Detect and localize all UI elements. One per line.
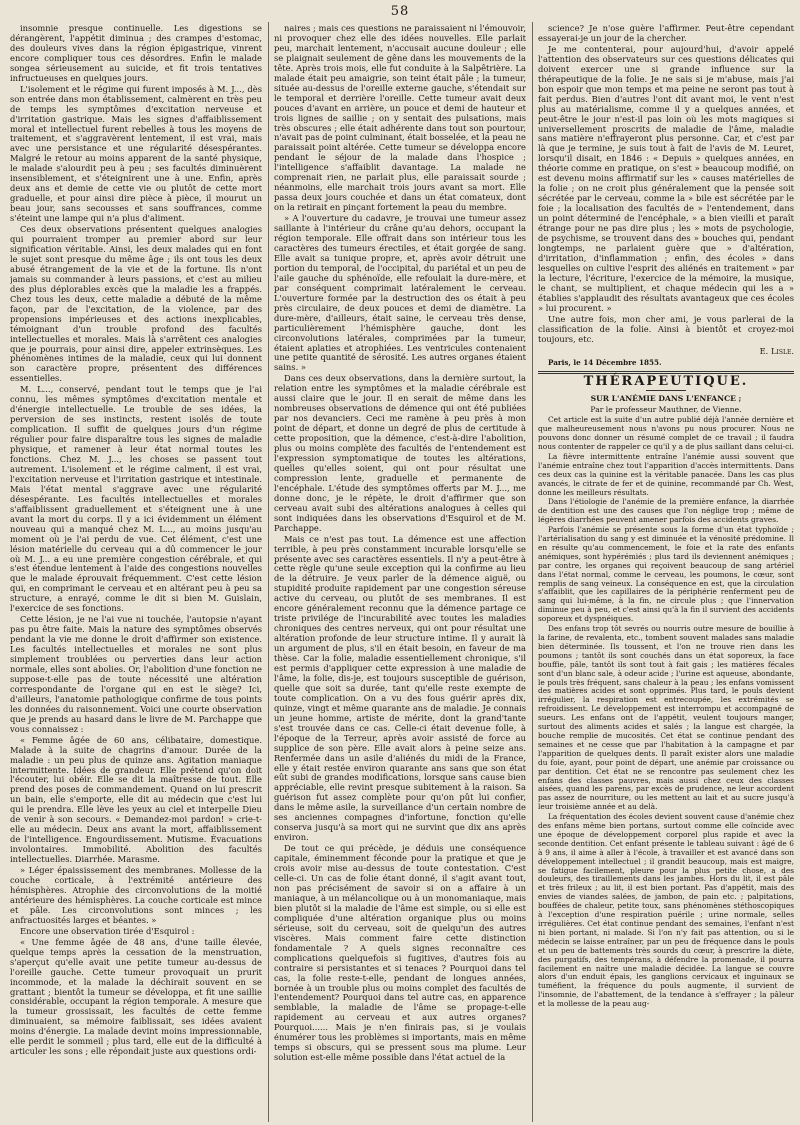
paragraph: Des enfans trop tôt sevrés ou nourris outre mesure de bouillie à la farine, de revalenta, etc., tombent souvent malades sans maladie bien déterminée. Ils toussent, et l'on ne trouve rien dans les poumons ; tantôt ils sont couchés dans un état soporeux, la face bouffie, pâle, tantôt ils sont tout à fait gais ; les matières fécales sont d'un blanc sale, à odeur acide ; l'urine est aqueuse, abondante, le pouls très fréquent, sans chaleur à la peau ; les enfans vomissent des matières acides et sont opprimés. Plus tard, le pouls devient irrégulier, la respiration est entrecoupée, les extrémités se refroidissent. Le développement est interrompu et accompagné de sueurs. Les enfans ont de l'appétit, veulent toujours manger, surtout des aliments acides et salés ; la langue est chargée, la bouche remplie de mucosités. Cet état se continue pendant des semaines et ne cesse que par l'habitation à la campagne et par l'apparition de quelques dents. Il paraît exister alors une maladie du foie, ayant, pour point de départ, une anémie par croissance ou par dentition. Cet état ne se rencontre pas seulement chez les enfans des classes pauvres, mais aussi chez ceux des classes aisées, quand les parens, par excès de prudence, ne leur accordent pas assez de nourriture, ou les mettent au lait et au sucre jusqu'à leur troisième année et au delà. (538, 624, 794, 812)
title-rule (646, 390, 686, 391)
paragraph: Parfois l'anémie se présente sous la forme d'un état typhoïde ; l'artérialisation du sang y est diminuée et la vénosité prédomine. Il en résulte qu'au commencement, le foie et la rate des enfants anémiques, sont hypérémiés ; plus tard ils deviennent anémiques ; par contre, les organes qui reçoivent beaucoup de sang artériel dans l'état normal, comme le cerveau, les poumons, le cœur, sont remplis de sang veineux. La conséquence en est, que la circulation s'affaiblit, que les capillaires de la périphérie renferment peu de sang qui lui-même, à la fin, ne circule plus ; que l'innervation diminue peu à peu, et c'est ainsi qu'à la fin il survient des accidents soporeux et dyspnéiques. (538, 525, 794, 624)
section-title: THÉRAPEUTIQUE. (583, 374, 749, 390)
page-number: 58 (390, 4, 410, 19)
paragraph: » Léger épaississement des membranes. Mollesse de la couche corticale, à l'extrémité antérieure des hémisphères. Atrophie des circonvolutions de la moitié antérieure des hémisphères. La couche corticale est mince et pâle. Les circonvolutions sont minces ; les anfractuosités larges et béantes. » (10, 865, 262, 925)
column-divider (532, 22, 533, 1122)
paragraph: science? Je n'ose guère l'affirmer. Peut-être cependant essayerai-je un jour de la chercher. (538, 24, 794, 43)
paragraph: Une autre fois, mon cher ami, je vous parlerai de la classification de la folie. Ainsi à bientôt et croyez-moi toujours, etc. (538, 313, 794, 344)
right-column (538, 24, 794, 1120)
paragraph: L'isolement et le régime qui furent imposés à M. J..., dès son entrée dans mon établissement, calmèrent en très peu de temps les symptômes d'excitation nerveuse et d'irritation gastrique. Mais les signes d'affaiblissement moral et intellectuel furent rebelles à tous les moyens de traitement, et s'aggravèrent lentement, il est vrai, mais avec une persistance et une régularité désespérantes. Malgré le retour au moins apparent de la santé physique, le malade s'alourdit peu à peu ; ses facultés diminuèrent insensiblement, et s'éteignirent une à une. Enfin, après deux ans et demie de cette vie ou plutôt de cette mort graduelle, et pour ainsi dire pièce à pièce, il mourut un beau jour, sans secousses et sans souffrances, comme s'éteint une lampe qui n'a plus d'aliment. (10, 83, 262, 224)
paragraph: La fréquentation des écoles devient souvent cause d'anémie chez des enfans même bien portans, surtout comme elle coïncide avec une époque de développement corporel plus rapide et avec la seconde dentition. Cet enfant présente le tableau suivant : âgé de 6 à 9 ans, il aime à aller à l'école, à travailler et est avancé dans son développement intellectuel ; il grandit beaucoup, mais est maigre, se fatigue facilement, pleure pour la plus petite chose, a des douleurs, des tiraillements dans les jambes. Hors du lit, il est pâle et très frileux ; au lit, il est bien portant. Pas d'appétit, mais des envies de viandes salées, de jambon, de pain etc. ; palpitations, bouffées de chaleur, petite toux, sans phénomènes stéthoscopiques à l'exception d'une respiration puérile ; urine normale, selles irrégulières. Cet état continue pendant des semaines, l'enfant n'est ni bien portant, ni malade. Si l'on n'y fait pas attention, ou si le médecin se laisse entraîner, par un peu de fréquence dans le pouls et un peu de battements très sourds du cœur, à prescrire la diète, des purgatifs, des tempérans, à défendre la promenade, il pourra facilement en naître une maladie décidée. La langue se couvre alors d'un enduit épais, les ganglions cervicaux et inguinaux se tuméfient, la fréquence du pouls augmente, il survient de l'insomnie, de l'abattement, de la tendance à s'effrayer ; la pâleur et la mollesse de la peau aug- (538, 812, 794, 1009)
paragraph: insomnie presque continuelle. Les digestions se dérangèrent, l'appétit diminua ; des crampes d'estomac, des douleurs vives dans la région épigastrique, vinrent encore compliquer tous ces désordres. Enfin le malade songea sérieusement au suicide, et fit trois tentatives infructueuses en quelques jours. (10, 24, 262, 83)
article-title: SUR L'ANÉMIE DANS L'ENFANCE ; (590, 394, 742, 404)
paragraph: naires ; mais ces questions ne paraissaient ni l'émouvoir, ni provoquer chez elle des idées nouvelles. Elle parlait peu, marchait lentement, n'accusait aucune douleur ; elle se plaignait seulement de gêne dans les mouvements de la tête. Après trois mois, elle fut conduite à la Salpêtrière. La malade était peu amaigrie, son teint était pâle ; la tumeur, située au-dessus de l'oreille externe gauche, s'étendait sur le temporal et derrière l'oreille. Cette tumeur avait deux pouces d'avant en arrière, un pouce et demi de hauteur et trois lignes de saillie ; on y sentait des pulsations, mais très obscures ; elle était adhérente dans tout son pourtour, n'avait pas de point culminant, était bosselée, et la peau ne paraissait point altérée. Cette tumeur se développa encore pendant le séjour de la malade dans l'hospice ; l'intelligence s'affaiblit davantage. La malade ne comprenait rien, ne parlait plus, elle paraissait sourde ; néanmoins, elle marchait trois jours avant sa mort. Elle passa deux jours couchée et dans un état comateux, dont on la retirait en pinçant fortement la peau du membre. (274, 24, 526, 213)
paragraph: « Femme âgée de 60 ans, célibataire, domestique. Malade à la suite de chagrins d'amour. Durée de la maladie : un peu plus de quinze ans. Agitation maniaque intermittente. Idées de grandeur. Elle prétend qu'on doit l'écouter, lui obéir. Elle se dit la maîtresse de tout. Elle prend des poses de commandement. Quand on lui prescrit un bain, elle s'emporte, elle dit au médecin que c'est lui qui le prendra. Elle lève les yeux au ciel et interpelle Dieu de venir à son secours. « Demandez-moi pardon! » crie-t-elle au médecin. Deux ans avant la mort, affaiblissement de l'intelligence. Engourdissement. Mutisme. Évacuations involontaires. Immobilité. Abolition des facultés intellectuelles. Diarrhée. Marasme. (10, 734, 262, 865)
paragraph: De tout ce qui précède, je déduis une conséquence capitale, éminemment féconde pour la pratique et que je crois avoir mise au-dessus de toute contestation. C'est celle-ci. Un cas de folie étant donné, il s'agit avant tout, non pas précisément de savoir si on a affaire à un maniaque, à un mélancolique ou à un monomaniaque, mais bien plutôt si la maladie de l'âme est simple, ou si elle est compliquée d'une altération organique plus ou moins sérieuse, soit du cerveau, soit de quelqu'un des autres viscères. Mais comment faire cette distinction fondamentale ? A quels signes reconnaître ces complications quelquefois si fugitives, d'autres fois au contraire si persistantes et si tenaces ? Pourquoi dans tel cas, la folie reste-t-elle, pendant de longues années, bornée à un trouble plus ou moins complet des facultés de l'entendement? Pourquoi dans tel autre cas, en apparence semblable, la maladie de l'âme se propage-t-elle rapidement au cerveau et aux autres organes? Pourquoi...... Mais je n'en finirais pas, si je voulais énumérer tous les problèmes si importants, mais en même temps si obscurs, qui se pressent sous ma plume. Leur solution est-elle même possible dans l'état actuel de la (274, 843, 526, 1063)
paragraph: » A l'ouverture du cadavre, je trouvai une tumeur assez saillante à l'intérieur du crâne qu'au dehors, occupant la région temporale. Elle offrait dans son intérieur tous les caractères des tumeurs érectiles, et était gorgée de sang. Elle avait sa tunique propre, et, après avoir détruit une portion du temporal, de l'occipital, du pariétal et un peu de l'aile gauche du sphénoïde, elle refoulait la dure-mère, et par conséquent comprimait latéralement le cerveau. L'ouverture formée par la destruction des os était à peu près circulaire, de deux pouces et demi de diamètre. La dure-mère, d'ailleurs, était saine, le cerveau très dense, particulièrement l'hémisphère gauche, dont les circonvolutions latérales, comprimées par la tumeur, étaient aplaties et atrophiées. Les ventricules contenaient une petite quantité de sérosité. Les autres organes étaient sains. » (274, 213, 526, 373)
left-column (10, 24, 262, 1120)
middle-column (274, 24, 526, 1120)
paragraph: Cet article est la suite d'un autre publié déjà l'année dernière et que malheureusement nous n'avons pu nous procurer. Nous ne pouvons donc donner un résumé complet de ce travail ; il faudra nous contenter de rappeler ce qu'il y a de plus saillant dans celui-ci. (538, 415, 794, 451)
paragraph: La fièvre intermittente entraîne l'anémie aussi souvent que l'anémie entraîne chez tout l'apparition d'accès intermittents. Dans ces deux cas la quinine est la véritable panacée. Dans les cas plus avancés, le citrate de fer et de quinine, recommandé par Ch. West, donne les meilleurs résultats. (538, 451, 794, 497)
paragraph: M. L..., conservé, pendant tout le temps que je l'ai connu, les mêmes symptômes d'excitation mentale et d'énergie intellectuelle. Le trouble de ses idées, la perversion de ses instincts, restent isolés de toute complication. Il suffit de quelques jours d'un régime régulier pour faire disparaître tous les signes de maladie physique, et ramener à leur état normal toutes les fonctions. Chez M. J..., les choses se passent tout autrement. L'isolement et le régime calment, il est vrai, l'excitation nerveuse et l'irritation gastrique et intestinale. Mais l'état mental s'aggrave avec une régularité désespérante. Les facultés intellectuelles et morales s'affaiblissent graduellement et s'éteignent une à une avant la mort du corps. Il y a ici évidemment un élément nouveau qui a manqué chez M. L..., au moins jusqu'au moment où je l'ai perdu de vue. Cet élément, c'est une lésion matérielle du cerveau qui a dû commencer le jour où M. J... a eu une première congestion cérébrale, et qui s'est étendue lentement à l'aide des congestions nouvelles que le malade éprouvait fréquemment. C'est cette lésion qui, en comprimant le cerveau et en altérant peu à peu sa structure, a enrayé, comme le dit si bien M. Guislain, l'exercice de ses fonctions. (10, 384, 262, 614)
article-byline: Par le professeur Mauthner, de Vienne. (590, 405, 742, 415)
paragraph: Mais ce n'est pas tout. La démence est une affection terrible, à peu près constamment incurable lorsqu'elle se présente avec ses caractères essentiels. Il n'y a peut-être à cette règle qu'une seule exception qui la confirme au lieu de la détruire. Je veux parler de la démence aiguë, ou stupidité produite rapidement par une congestion séreuse active du cerveau, ou plutôt de ses membranes. Il est encore généralement reconnu que la démence partage ce triste privilége de l'incurabilité avec toutes les maladies chroniques des centres nerveux, qui ont pour résultat une altération profonde de leur structure intime. Il y aurait là un argument de plus, s'il en était besoin, en faveur de ma thèse. Car la folie, maladie essentiellement chronique, s'il est permis d'appliquer cette expression à une maladie de l'âme, la folie, dis-je, est toujours susceptible de guérison, quelle que soit sa durée, tant qu'elle reste exempte de toute complication. On a vu des fous guérir après dix, quinze, vingt et même quarante ans de maladie. Je connais un jeune homme, artiste de mérite, dont la grand'tante s'est trouvée dans ce cas. Celle-ci était devenue folle, à l'époque de la Terreur, après avoir assisté de force au supplice de son père. Elle avait alors à peine seize ans. Renfermée dans un asile d'aliénés du midi de la France, elle y était restée environ quarante ans sans que son état eût subi de grandes modifications, lorsque sans cause bien appréciable, elle revint presque subitement à la raison. Sa guérison fut assez complète pour qu'on pût lui confier, dans le même asile, la surveillance d'un certain nombre de ses anciennes compagnes d'infortune, fonction qu'elle conserva jusqu'à sa mort qui ne survint que dix ans après environ. (274, 533, 526, 843)
dateline: Paris, le 14 Décembre 1855. (548, 358, 662, 368)
paragraph: Cette lésion, je ne l'ai vue ni touchée, l'autopsie n'ayant pas pu être faite. Mais la nature des symptômes observés pendant la vie me donne le droit d'affirmer son existence. Les facultés intellectuelles et morales ne sont plus simplement troublées ou perverties dans leur action normale, elles sont abolies. Or, l'abolition d'une fonction ne suppose-t-elle pas de toute nécessité une altération correspondante de l'organe qui en est le siège? Ici, d'ailleurs, l'anatomie pathologique confirme de tous points les données du raisonnement. Voici une courte observation que je prends au hasard dans le livre de M. Parchappe que vous connaissez : (10, 614, 262, 734)
paragraph: Dans ces deux observations, dans la dernière surtout, la relation entre les symptômes et la maladie cérébrale est aussi claire que le jour. Il en serait de même dans les nombreuses observations de démence qui ont été publiées par nos devanciers. Ceci me ramène à peu près à mon point de départ, et donne un degré de plus de certitude à cette proposition, que la démence, c'est-à-dire l'abolition, plus ou moins complète des facultés de l'entendement est l'expression symptomatique de toutes les altérations, quelles qu'elles soient, qui ont pour résultat une compression lente, graduelle et permanente de l'encéphale. L'étude des symptômes offerts par M. J..., me donne donc, je le répète, le droit d'affirmer que son cerveau avait subi des altérations analogues à celles qui sont indiquées dans les observations d'Esquirol et de M. Parchappe. (274, 373, 526, 533)
column-divider (268, 22, 269, 1122)
paragraph: Je me contenterai, pour aujourd'hui, d'avoir appelé l'attention des observateurs sur ces questions délicates qui doivent exercer une si grande influence sur la thérapeutique de la folie. Je ne sais si je m'abuse, mais j'ai bon espoir que mon temps et ma peine ne seront pas tout à fait perdus. Bien d'autres l'ont dit avant moi, le vent n'est plus au matérialisme, comme il y a quelques années, et peut-être le jour n'est-il pas loin où les mots magiques si universellement proscrits de maladie de l'âme, maladie sans matière n'effrayeront plus personne. Car, et c'est par là que je termine, je suis tout à fait de l'avis de M. Leuret, lorsqu'il disait, en 1846 : « Depuis » quelques années, en théorie comme en pratique, on s'est » beaucoup modifié, on est devenu moins affirmatif sur les » causes matérielles de la folie ; on ne croit plus généralement que la pensée soit sécrétée par le cerveau, comme la » bile est sécrétée par le foie ; la localisation des facultés de » l'entendement, dans un point déterminé de l'encéphale, » a bien vieilli et paraît étrange pour ne pas dire plus ; les » mots de psychologie, de psychisme, se trouvent dans des » bouches qui, pendant longtemps, ne parlaient guère que » d'altération, d'irritation, d'inflammation ; enfin, des écoles » dans lesquelles on cultive l'esprit des aliénés en traitement » par la lecture, l'écriture, l'exercice de la mémoire, la musique, le chant, se multiplient, et chaque médecin qui les a » établies s'applaudit des résultats avantageux que ces écoles » lui procurent. » (538, 43, 794, 313)
paragraph: Ces deux observations présentent quelques analogies qui pourraient tromper au premier abord sur leur signification véritable. Ainsi, les deux malades qui en font le sujet sont presque du même âge ; ils ont tous les deux abusé étrangement de la vie et de la fortune. Ils n'ont jamais su commander à leurs passions, et c'est au milieu des plus déplorables excès que la maladie les a frappés. Chez tous les deux, cette maladie a débuté de la même façon, par de l'excitation, de la violence, par des propensions impérieuses et des actions inexplicables, témoignant d'un trouble profond des facultés intellectuelles et morales. Mais là s'arrêtent ces analogies que je pourrais, pour ainsi dire, appeler extrinsèques. Les phénomènes intimes de la maladie, ceux qui lui donnent son caractère propre, présentent des différences essentielles. (10, 224, 262, 384)
paragraph: Dans l'étiologie de l'anémie de la première enfance, la diarrhée de dentition est une des causes que l'on néglige trop ; même de légères diarrhées peuvent amener parfois des accidents graves. (538, 497, 794, 525)
signature: E. Lisle. (759, 345, 794, 356)
paragraph: « Une femme âgée de 48 ans, d'une taille élevée, quelque temps après la cessation de la menstruation, s'aperçut qu'elle avait une petite tumeur au-dessus de l'oreille gauche. Cette tumeur provoquait un prurit incommode, et la malade la déchirait souvent en se grattant ; bientôt la tumeur se développa, et fit une saillie considérable, occupant la région temporale. A mesure que la tumeur grossissait, les facultés de cette femme diminuaient, sa mémoire faiblissait, ses idées avaient moins d'énergie. La malade devint moins impressionnable, elle perdit le sommeil ; plus tard, elle eut de la difficulté à articuler les sons ; elle répondait juste aux questions ordi- (10, 936, 262, 1057)
paragraph: Encore une observation tirée d'Esquirol : (20, 925, 195, 936)
